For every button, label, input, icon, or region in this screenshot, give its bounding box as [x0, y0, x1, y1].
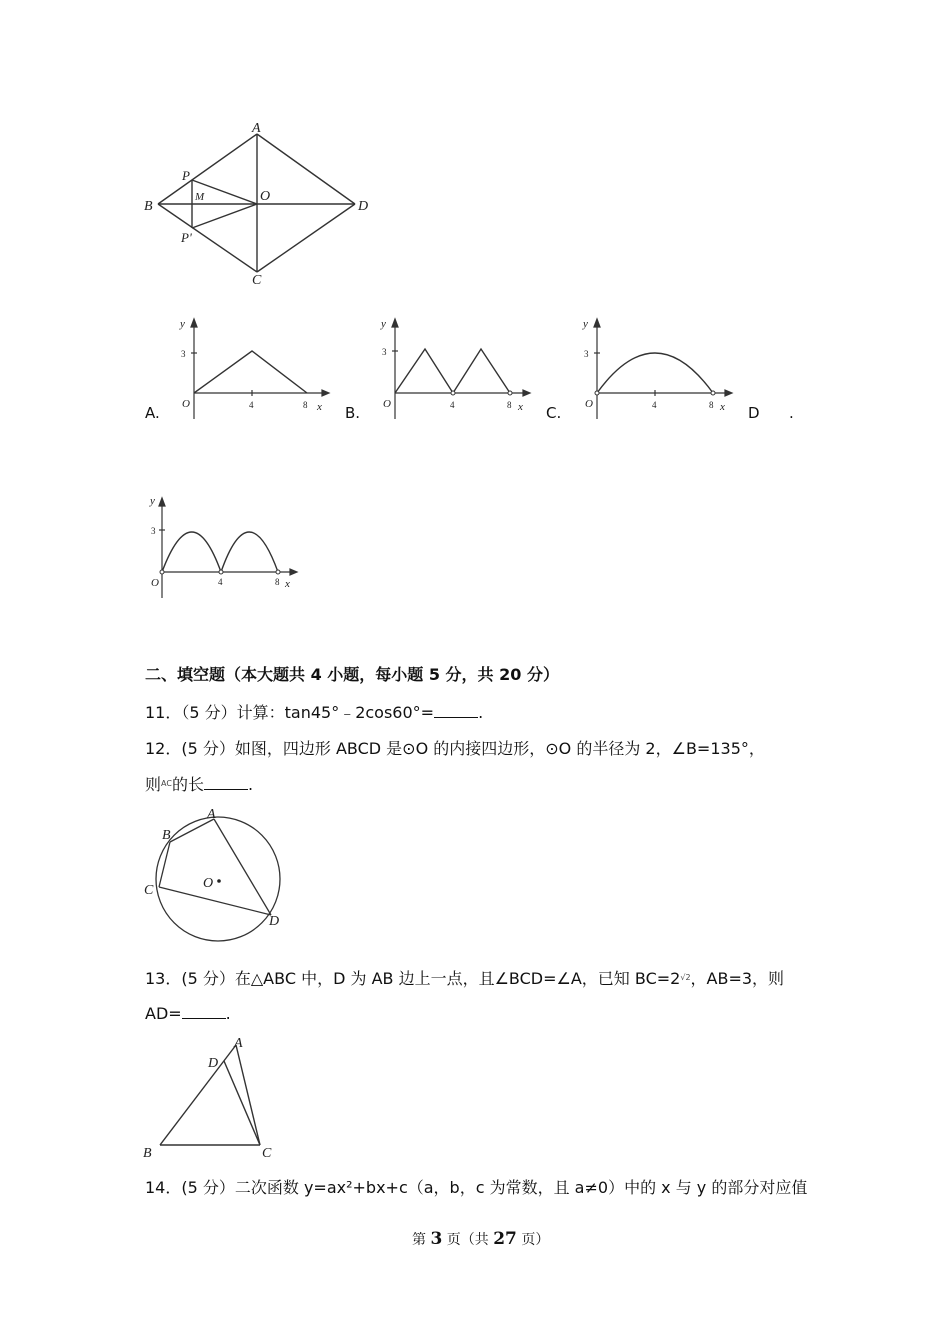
option-b-label: B.	[345, 404, 361, 422]
total-pages: 27	[493, 1229, 517, 1249]
label-a: A	[252, 121, 261, 136]
question-12-line2	[145, 772, 253, 795]
label-d: D	[358, 199, 369, 214]
tick-3: 3	[382, 347, 387, 357]
rhombus-figure	[140, 118, 380, 288]
origin-label: O	[151, 577, 159, 589]
graph-option-d	[140, 492, 300, 600]
origin-label: O	[585, 398, 593, 410]
tick-3: 3	[181, 349, 186, 359]
option-c-label: C.	[546, 404, 562, 422]
label-m: M	[195, 191, 205, 203]
section-heading: 二、填空题（本大题共 4 小题，每小题 5 分，共 20 分）	[145, 665, 559, 684]
x-axis-label: x	[285, 578, 290, 590]
question-13-end: .	[225, 1004, 231, 1023]
label-p-prime: P'	[181, 230, 192, 245]
question-13-line2	[145, 1004, 231, 1023]
answer-blank-11[interactable]	[434, 703, 478, 718]
y-axis-label: y	[381, 318, 386, 330]
tick-3: 3	[584, 349, 589, 359]
label-c: C	[252, 273, 262, 288]
question-12-end: .	[247, 775, 254, 794]
label-p: P	[182, 168, 190, 183]
option-a-label: A.	[145, 404, 160, 422]
label-a: A	[234, 1036, 243, 1051]
question-12-post: 的长	[171, 775, 204, 794]
triangle-figure	[140, 1033, 280, 1161]
origin-label: O	[383, 398, 391, 410]
label-d: D	[269, 914, 280, 929]
arc-ac-symbol: AC	[161, 779, 172, 788]
tick-4: 4	[218, 577, 223, 587]
tick-4: 4	[249, 400, 254, 410]
graph-option-b	[373, 313, 533, 421]
question-13-pre: 13．(5 分）在△ABC 中，D 为 AB 边上一点，且∠BCD=∠A，已知 BC=2	[145, 969, 681, 988]
tick-8: 8	[507, 400, 512, 410]
tick-8: 8	[303, 400, 308, 410]
graph-option-a	[172, 313, 332, 421]
footer-mid: 页（共	[446, 1232, 489, 1248]
label-c: C	[144, 883, 154, 898]
origin-label: O	[182, 398, 190, 410]
label-a: A	[207, 807, 216, 822]
label-b: B	[162, 828, 171, 843]
answer-blank-13[interactable]	[182, 1004, 226, 1019]
tick-4: 4	[652, 400, 657, 410]
graph-option-c	[575, 313, 735, 421]
current-page: 3	[430, 1229, 443, 1249]
tick-8: 8	[275, 577, 280, 587]
footer-post: 页）	[521, 1232, 550, 1248]
tick-4: 4	[450, 400, 455, 410]
y-axis-label: y	[583, 318, 588, 330]
y-axis-label: y	[150, 495, 155, 507]
question-11	[145, 700, 483, 723]
question-11-end: .	[478, 703, 484, 722]
option-d-dot: .	[789, 404, 794, 422]
question-13-post: ，AB=3，则	[690, 969, 785, 988]
label-b: B	[143, 1146, 152, 1161]
page-footer	[412, 1229, 549, 1249]
tick-8: 8	[709, 400, 714, 410]
x-axis-label: x	[518, 401, 523, 413]
label-c: C	[262, 1146, 272, 1161]
sqrt-2-symbol: √2	[680, 973, 691, 982]
y-axis-label: y	[180, 318, 185, 330]
answer-blank-12[interactable]	[204, 775, 248, 790]
question-14: 14．(5 分）二次函数 y=ax²+bx+c（a，b，c 为常数，且 a≠0）中的 x 与 y 的部分对应值	[145, 1178, 808, 1197]
option-d-label: D	[748, 404, 760, 422]
question-13-line1	[145, 966, 784, 989]
label-d: D	[208, 1056, 219, 1071]
circle-figure	[140, 805, 290, 947]
question-12-line1: 12．(5 分）如图，四边形 ABCD 是⊙O 的内接四边形，⊙O 的半径为 2，∠B=135°，	[145, 739, 765, 758]
label-b: B	[144, 199, 153, 214]
question-11-text: 11．（5 分）计算：tan45°﹣2cos60°=	[145, 703, 435, 722]
footer-pre: 第	[412, 1232, 426, 1248]
question-12-pre: 则	[145, 775, 162, 794]
question-13-ad: AD=	[145, 1004, 182, 1023]
label-o: O	[203, 876, 214, 891]
label-o: O	[260, 189, 271, 204]
x-axis-label: x	[317, 401, 322, 413]
x-axis-label: x	[720, 401, 725, 413]
tick-3: 3	[151, 526, 156, 536]
